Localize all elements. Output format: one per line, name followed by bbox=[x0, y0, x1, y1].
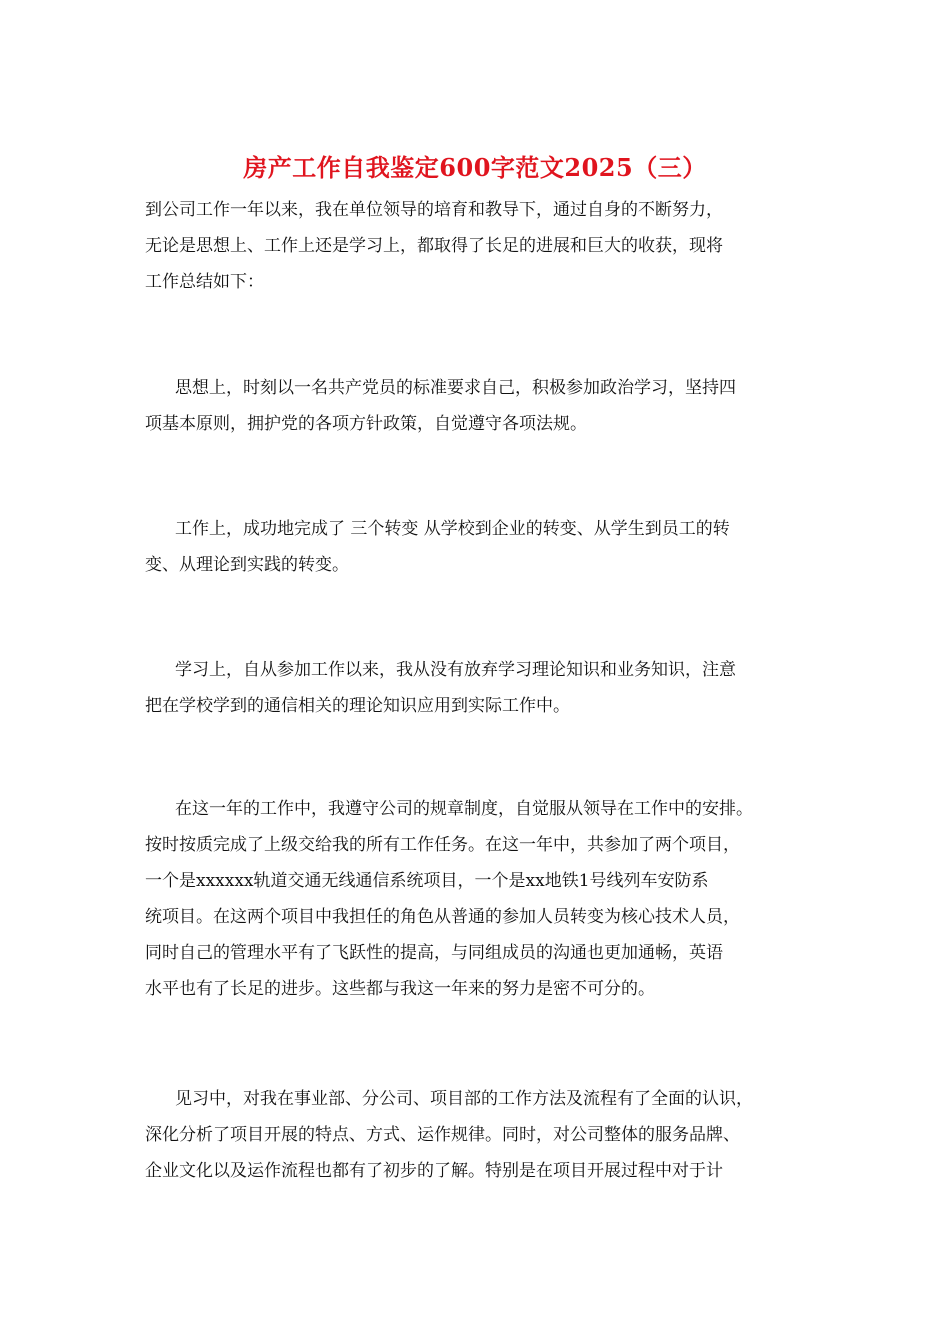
paragraph-work bbox=[145, 511, 835, 583]
paragraph-line: 工作总结如下： bbox=[145, 272, 264, 292]
paragraph-line: 变、从理论到实践的转变。 bbox=[145, 555, 349, 575]
paragraph-line: 把在学校学到的通信相关的理论知识应用到实际工作中。 bbox=[145, 696, 570, 716]
paragraph-line: 学习上，自从参加工作以来，我从没有放弃学习理论知识和业务知识，注意 bbox=[175, 660, 736, 680]
paragraph-line: 企业文化以及运作流程也都有了初步的了解。特别是在项目开展过程中对于计 bbox=[145, 1161, 723, 1181]
paragraph-study bbox=[145, 652, 835, 724]
paragraph-intro bbox=[145, 192, 835, 300]
paragraph-line: 同时自己的管理水平有了飞跃性的提高，与同组成员的沟通也更加通畅，英语 bbox=[145, 943, 723, 963]
paragraph-line: 到公司工作一年以来，我在单位领导的培育和教导下，通过自身的不断努力， bbox=[145, 200, 723, 220]
paragraph-line: 无论是思想上、工作上还是学习上，都取得了长足的进展和巨大的收获，现将 bbox=[145, 236, 723, 256]
paragraph-line: 一个是xxxxxx轨道交通无线通信系统项目，一个是xx地铁1号线列车安防系 bbox=[145, 871, 709, 891]
paragraph-line: 项基本原则，拥护党的各项方针政策，自觉遵守各项法规。 bbox=[145, 414, 587, 434]
paragraph-line: 统项目。在这两个项目中我担任的角色从普通的参加人员转变为核心技术人员， bbox=[145, 907, 740, 927]
paragraph-thought bbox=[145, 370, 835, 442]
paragraph-line: 深化分析了项目开展的特点、方式、运作规律。同时，对公司整体的服务品牌、 bbox=[145, 1125, 740, 1145]
paragraph-internship bbox=[145, 1081, 835, 1189]
paragraph-line: 工作上，成功地完成了 三个转变 从学校到企业的转变、从学生到员工的转 bbox=[175, 519, 730, 539]
paragraph-line: 见习中，对我在事业部、分公司、项目部的工作方法及流程有了全面的认识， bbox=[175, 1089, 753, 1109]
paragraph-year-review bbox=[145, 791, 835, 1007]
paragraph-line: 思想上，时刻以一名共产党员的标准要求自己，积极参加政治学习，坚持四 bbox=[175, 378, 736, 398]
paragraph-line: 水平也有了长足的进步。这些都与我这一年来的努力是密不可分的。 bbox=[145, 979, 655, 999]
paragraph-line: 按时按质完成了上级交给我的所有工作任务。在这一年中，共参加了两个项目， bbox=[145, 835, 740, 855]
document-title: 房产工作自我鉴定600字范文2025（三） bbox=[243, 153, 707, 182]
paragraph-line: 在这一年的工作中，我遵守公司的规章制度，自觉服从领导在工作中的安排。 bbox=[175, 799, 753, 819]
